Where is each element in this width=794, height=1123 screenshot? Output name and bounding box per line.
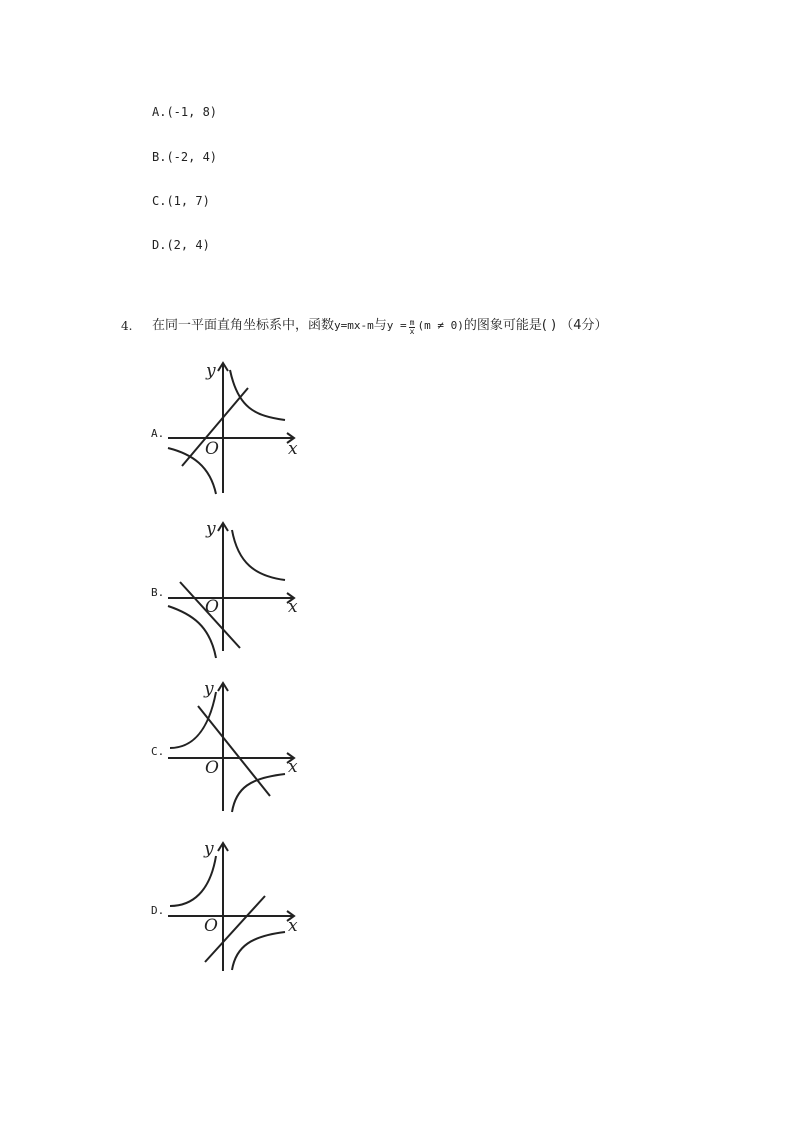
function-linear: y=mx-m	[334, 319, 374, 332]
graph-a-label: A.	[151, 427, 165, 440]
graph-b-svg	[160, 518, 305, 668]
graph-d-hyperbola-q2	[170, 856, 216, 906]
graph-a-x-letter: x	[288, 439, 298, 459]
graph-c-origin-letter: O	[205, 758, 219, 778]
graph-d-y-letter: y	[204, 839, 214, 859]
stem-after: 的图象可能是( ) （4分）	[463, 318, 608, 333]
graph-c-y-letter: y	[204, 679, 214, 699]
graph-c-line	[198, 706, 270, 796]
graph-d-svg	[160, 838, 305, 988]
graph-b-y-letter: y	[206, 519, 216, 539]
graph-b-hyperbola-q1	[232, 530, 285, 580]
graph-d	[160, 838, 305, 988]
graph-d-label: D.	[151, 904, 165, 917]
graph-b	[160, 518, 305, 668]
graph-c	[160, 678, 305, 828]
graph-d-x-letter: x	[288, 916, 298, 936]
graph-a-origin-letter: O	[205, 439, 219, 459]
fraction-m-over-x	[409, 319, 416, 336]
graph-c-x-letter: x	[288, 757, 298, 777]
fraction-denominator: x	[409, 326, 415, 336]
graph-c-svg	[160, 678, 305, 828]
option-c-text: C.(1, 7)	[152, 194, 210, 208]
graph-b-x-letter: x	[288, 597, 298, 617]
graph-a-y-letter: y	[206, 361, 216, 381]
stem-before: 在同一平面直角坐标系中，函数	[152, 318, 335, 333]
fraction-numerator: m	[409, 317, 415, 327]
graph-c-hyperbola-q4	[232, 774, 285, 812]
question-number: 4.	[121, 319, 133, 333]
graph-a-hyperbola-q1	[230, 370, 285, 420]
option-a-text: A.(-1, 8)	[152, 105, 218, 119]
graph-a	[160, 358, 305, 508]
option-b-text: B.(-2, 4)	[152, 150, 218, 164]
stem-mid: 与	[373, 318, 387, 333]
graph-a-svg	[160, 358, 305, 508]
graph-b-label: B.	[151, 586, 165, 599]
graph-c-label: C.	[151, 745, 165, 758]
graph-d-hyperbola-q4	[232, 932, 285, 970]
function-inverse-lhs: y =	[386, 319, 407, 332]
option-d-text: D.(2, 4)	[152, 238, 210, 252]
graph-b-origin-letter: O	[205, 597, 219, 617]
graph-d-origin-letter: O	[204, 916, 218, 936]
function-condition: (m ≠ 0)	[417, 319, 464, 332]
question-stem	[152, 316, 608, 336]
